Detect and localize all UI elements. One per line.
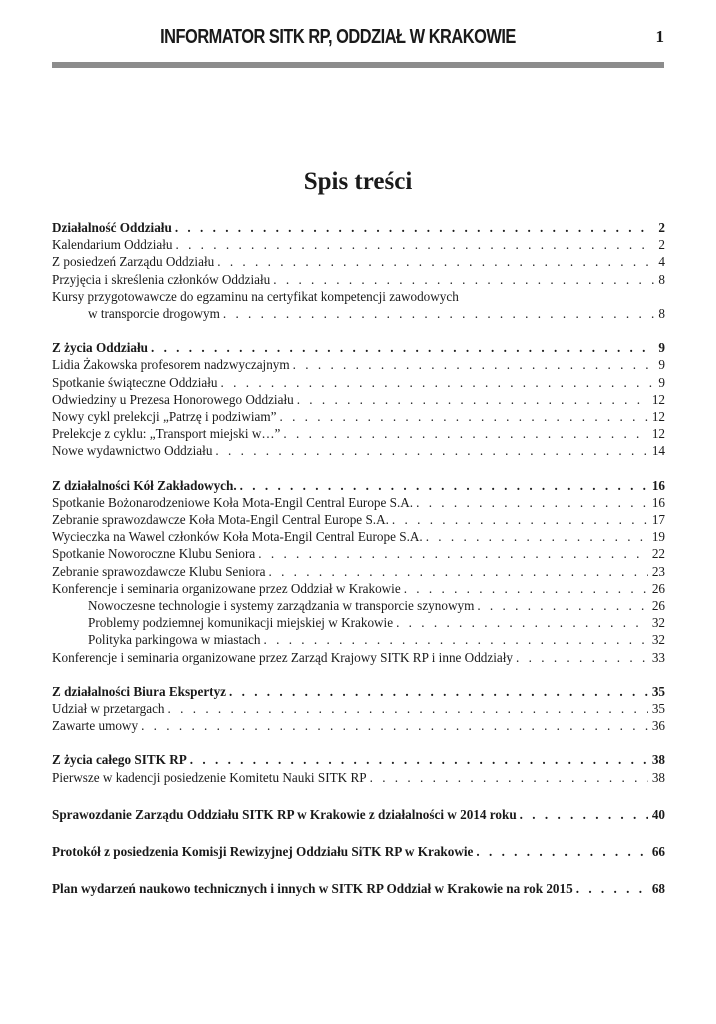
dot-leader — [294, 391, 648, 408]
toc-page: 23 — [651, 563, 665, 579]
toc-page: 32 — [651, 615, 665, 631]
toc-label: Zawarte umowy — [52, 718, 139, 734]
toc-label: Z działalności Biura Ekspertyz — [52, 683, 227, 699]
dot-leader — [474, 597, 647, 614]
toc-page: 14 — [651, 443, 665, 459]
dot-leader — [226, 683, 648, 700]
running-header — [52, 26, 664, 56]
dot-leader — [255, 545, 648, 562]
toc-label: Nowe wydawnictwo Oddziału — [52, 443, 213, 459]
section-gap — [52, 786, 665, 806]
toc-page: 16 — [651, 494, 665, 510]
dot-leader — [265, 563, 647, 580]
dot-leader — [280, 425, 647, 442]
toc-label: Sprawozdanie Zarządu Oddziału SITK RP w Krakowie z działalności w 2014 roku — [52, 806, 517, 822]
dot-leader — [214, 253, 654, 270]
section-gap — [52, 823, 665, 843]
toc-subentry[interactable] — [52, 631, 665, 648]
toc-entry[interactable] — [52, 374, 665, 391]
dot-leader — [148, 339, 654, 356]
toc-page: 32 — [651, 632, 665, 648]
dot-leader — [389, 511, 648, 528]
toc-section-heading[interactable] — [52, 339, 665, 356]
toc-page: 9 — [658, 374, 665, 390]
section-gap — [52, 860, 665, 880]
toc-page: 12 — [651, 391, 665, 407]
toc-page: 33 — [651, 649, 665, 665]
toc-page: 38 — [651, 769, 665, 785]
dot-leader — [220, 305, 655, 322]
toc-page: 12 — [651, 409, 665, 425]
toc-page: 19 — [651, 529, 665, 545]
toc-page: 22 — [651, 546, 665, 562]
toc-label: Odwiedziny u Prezesa Honorowego Oddziału — [52, 391, 294, 407]
section-gap — [52, 734, 665, 751]
toc-page: 35 — [651, 701, 665, 717]
section-gap — [52, 322, 665, 339]
toc-section-heading[interactable] — [52, 683, 665, 700]
toc-label: Prelekcje z cyklu: „Transport miejski w…” — [52, 426, 281, 442]
toc-label: Plan wydarzeń naukowo technicznych i innych w SITK RP Oddział w Krakowie na rok 2015 — [52, 881, 573, 897]
document-title: Spis treści — [303, 168, 413, 195]
toc-label: w transporcie drogowym — [88, 306, 220, 322]
toc-page: 4 — [658, 254, 665, 270]
toc-label: Konferencje i seminaria organizowane przez Oddział w Krakowie — [52, 580, 401, 596]
toc-label: Działalność Oddziału — [52, 220, 172, 235]
toc-label: Konferencje i seminaria organizowane przez Zarząd Krajowy SITK RP i inne Oddziały — [52, 649, 514, 665]
dot-leader — [393, 614, 648, 631]
toc-entry[interactable] — [52, 253, 665, 270]
toc-page: 8 — [658, 306, 665, 322]
toc-entry-first-line[interactable]: Kursy przygotowawcze do egzaminu na certyfikat kompetencji zawodowych — [52, 288, 459, 304]
toc-entry[interactable] — [52, 580, 665, 597]
toc-entry[interactable] — [52, 528, 665, 545]
toc-label: Udział w przetargach — [52, 701, 165, 717]
toc-entry[interactable] — [52, 356, 665, 373]
toc-entry[interactable] — [52, 236, 665, 253]
toc-subentry[interactable] — [52, 597, 665, 614]
dot-leader — [172, 219, 655, 236]
toc-section-heading[interactable] — [52, 477, 665, 494]
toc-label: Zebranie sprawozdawcze Koła Mota-Engil Central Europe S.A. — [52, 512, 389, 528]
toc-label: Zebranie sprawozdawcze Klubu Seniora — [52, 563, 266, 579]
toc-subentry[interactable] — [52, 614, 665, 631]
toc-label: Spotkanie świąteczne Oddziału — [52, 374, 218, 390]
toc-label: Z życia Oddziału — [52, 340, 148, 356]
toc-label: Nowy cykl prelekcji „Patrzę i podziwiam” — [52, 409, 277, 425]
toc-label: Protokół z posiedzenia Komisji Rewizyjnej Oddziału SiTK RP w Krakowie — [52, 844, 474, 860]
toc-page: 35 — [651, 683, 665, 699]
toc-label: Lidia Żakowska profesorem nadzwyczajnym — [52, 357, 290, 373]
toc-page: 2 — [658, 237, 665, 253]
toc-entry[interactable] — [52, 511, 665, 528]
toc-label: Pierwsze w kadencji posiedzenie Komitetu Nauki SITK RP — [52, 769, 367, 785]
dot-leader — [513, 649, 648, 666]
toc-entry[interactable] — [52, 442, 665, 459]
toc-page: 2 — [658, 220, 665, 235]
dot-leader — [218, 374, 655, 391]
toc-page: 36 — [651, 718, 665, 734]
dot-leader — [138, 717, 648, 734]
toc-label: Z działalności Kół Zakładowych. — [52, 477, 237, 493]
toc-entry[interactable] — [52, 649, 665, 666]
dot-leader — [237, 477, 648, 494]
toc-page: 9 — [658, 340, 665, 356]
toc-label: Spotkanie Bożonarodzeniowe Koła Mota-Engil Central Europe S.A. — [52, 494, 414, 510]
toc-label: Przyjęcia i skreślenia członków Oddziału — [52, 271, 271, 287]
header-rule — [52, 62, 664, 68]
toc-entry[interactable] — [52, 494, 665, 511]
toc-section-heading[interactable] — [52, 806, 665, 823]
dot-leader — [276, 408, 647, 425]
page-number: 1 — [655, 27, 664, 46]
toc-entry[interactable] — [52, 271, 665, 288]
toc-section-heading[interactable] — [52, 843, 665, 860]
dot-leader — [212, 442, 647, 459]
toc-label: Nowoczesne technologie i systemy zarządzania w transporcie szynowym — [88, 598, 475, 614]
dot-leader — [423, 528, 648, 545]
toc-entry[interactable] — [52, 769, 665, 786]
toc-label: Z posiedzeń Zarządu Oddziału — [52, 254, 215, 270]
dot-leader — [401, 580, 648, 597]
toc-page: 12 — [651, 426, 665, 442]
dot-leader — [413, 494, 648, 511]
toc-label: Problemy podziemnej komunikacji miejskiej w Krakowie — [88, 615, 394, 631]
dot-leader — [367, 769, 648, 786]
toc-section-heading[interactable] — [52, 880, 665, 897]
toc-section-heading[interactable] — [52, 751, 665, 768]
dot-leader — [517, 806, 648, 823]
toc-entry[interactable] — [52, 391, 665, 408]
table-of-contents — [52, 219, 665, 898]
toc-entry[interactable] — [52, 700, 665, 717]
toc-label: Z życia całego SITK RP — [52, 752, 187, 768]
toc-page: 26 — [651, 598, 665, 614]
toc-label: Spotkanie Noworoczne Klubu Seniora — [52, 546, 256, 562]
dot-leader — [172, 236, 654, 253]
toc-page: 16 — [651, 477, 665, 493]
toc-entry[interactable] — [52, 563, 665, 580]
section-gap — [52, 666, 665, 683]
toc-page: 26 — [651, 580, 665, 596]
dot-leader — [165, 700, 648, 717]
toc-section-heading[interactable] — [52, 219, 665, 236]
toc-entry[interactable] — [52, 545, 665, 562]
dot-leader — [261, 631, 648, 648]
dot-leader — [187, 751, 648, 768]
dot-leader — [573, 880, 648, 897]
toc-page: 68 — [651, 881, 665, 897]
toc-page: 8 — [658, 271, 665, 287]
toc-entry[interactable] — [52, 408, 665, 425]
dot-leader — [473, 843, 647, 860]
toc-page: 38 — [651, 752, 665, 768]
section-gap — [52, 460, 665, 477]
dot-leader — [270, 271, 654, 288]
toc-label: Polityka parkingowa w miastach — [88, 632, 261, 648]
toc-label: Wycieczka na Wawel członków Koła Mota-Engil Central Europe S.A. — [52, 529, 423, 545]
toc-entry[interactable] — [52, 717, 665, 734]
toc-entry-continuation[interactable] — [52, 305, 665, 322]
dot-leader — [290, 356, 655, 373]
toc-page: 9 — [658, 357, 665, 373]
header-title: INFORMATOR SITK RP, ODDZIAŁ W KRAKOWIE — [160, 26, 516, 48]
toc-entry[interactable] — [52, 425, 665, 442]
toc-page: 40 — [651, 806, 665, 822]
toc-page: 66 — [651, 844, 665, 860]
toc-page: 17 — [651, 512, 665, 528]
toc-label: Kalendarium Oddziału — [52, 237, 173, 253]
